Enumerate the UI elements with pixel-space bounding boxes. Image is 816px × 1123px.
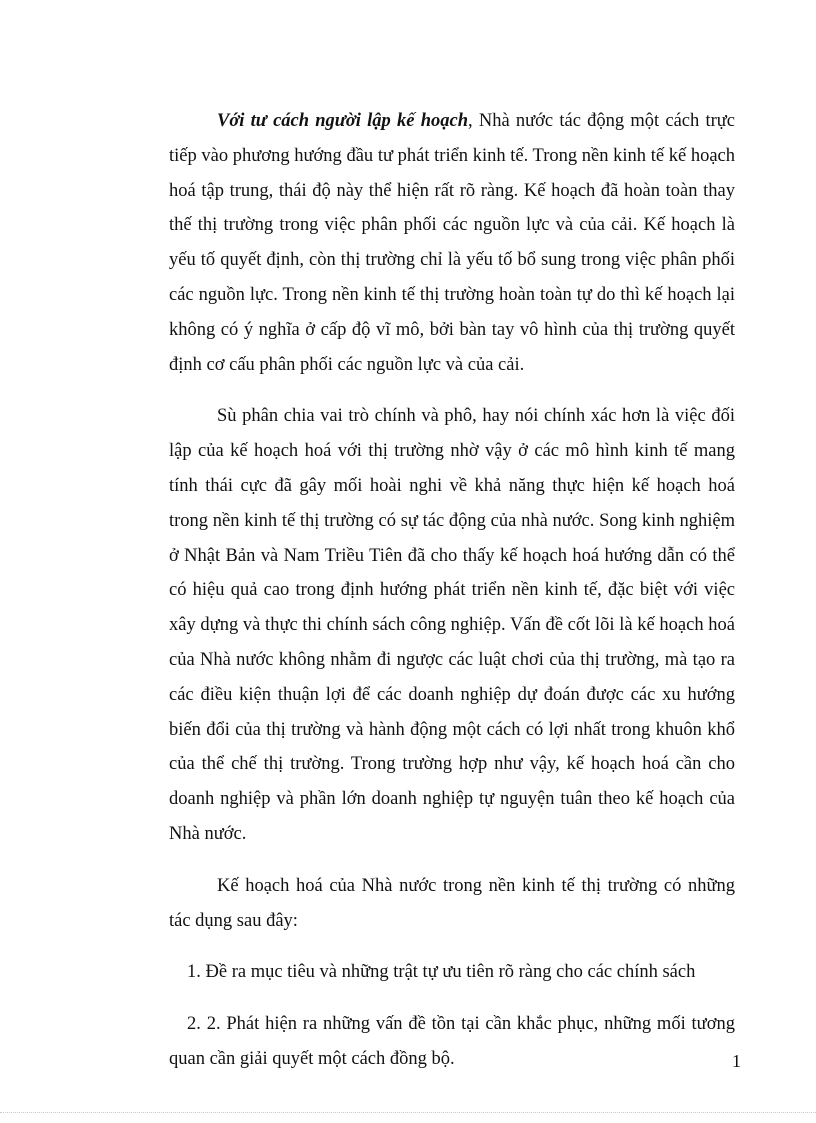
paragraph-planner-role	[169, 104, 735, 382]
page-number: 1	[732, 1051, 741, 1071]
list-item-issues: 2. 2. Phát hiện ra những vấn đề tồn tại cần khắc phục, những mối tương quan cần giải quyết một cách đồng bộ.	[169, 1014, 735, 1069]
document-body	[169, 104, 735, 1077]
paragraph-text: , Nhà nước tác động một cách trực tiếp vào phương hướng đầu tư phát triển kinh tế. Trong nền kinh tế kế hoạch hoá tập trung, thái độ này thể hiện rất rõ ràng. Kế hoạch đã hoàn toàn thay thế thị trường trong việc phân phối các nguồn lực và của cải. Kế hoạch là yếu tố quyết định, còn thị trường chỉ là yếu tố bổ sung trong việc phân phối các nguồn lực. Trong nền kinh tế thị trường hoàn toàn tự do thì kế hoạch lại không có ý nghĩa ở cấp độ vĩ mô, bởi bàn tay vô hình của thị trường quyết định cơ cấu phân phối các nguồn lực và của cải.	[169, 111, 735, 375]
paragraph-effects-intro: Kế hoạch hoá của Nhà nước trong nền kinh tế thị trường có những tác dụng sau đây:	[169, 875, 735, 931]
page-bottom-divider	[0, 1112, 816, 1113]
paragraph-lead-emphasis: Với tư cách người lập kế hoạch	[217, 111, 468, 131]
list-item-objectives: 1. Đề ra mục tiêu và những trật tự ưu tiên rõ ràng cho các chính sách	[187, 962, 696, 983]
paragraph-plan-vs-market: Sù phân chia vai trò chính và phô, hay nói chính xác hơn là việc đối lập của kế hoạch hoá với thị trường nhờ vậy ở các mô hình kinh tế mang tính thái cực đã gây mối hoài nghi về khả năng thực hiện kế hoạch hoá trong nền kinh tế thị trường có sự tác động của nhà nước. Song kinh nghiệm ở Nhật Bản và Nam Triều Tiên đã cho thấy kế hoạch hoá hướng dẫn có thể có hiệu quả cao trong định hướng phát triển nền kinh tế, đặc biệt với việc xây dựng và thực thi chính sách công nghiệp. Vấn đề cốt lõi là kế hoạch hoá của Nhà nước không nhằm đi ngược các luật chơi của thị trường, mà tạo ra các điều kiện thuận lợi để các doanh nghiệp dự đoán được các xu hướng biến đổi của thị trường và hành động một cách có lợi nhất trong khuôn khổ của thể chế thị trường. Trong trường hợp như vậy, kế hoạch hoá cần cho doanh nghiệp và phần lớn doanh nghiệp tự nguyện tuân theo kế hoạch của Nhà nước.	[169, 406, 735, 844]
